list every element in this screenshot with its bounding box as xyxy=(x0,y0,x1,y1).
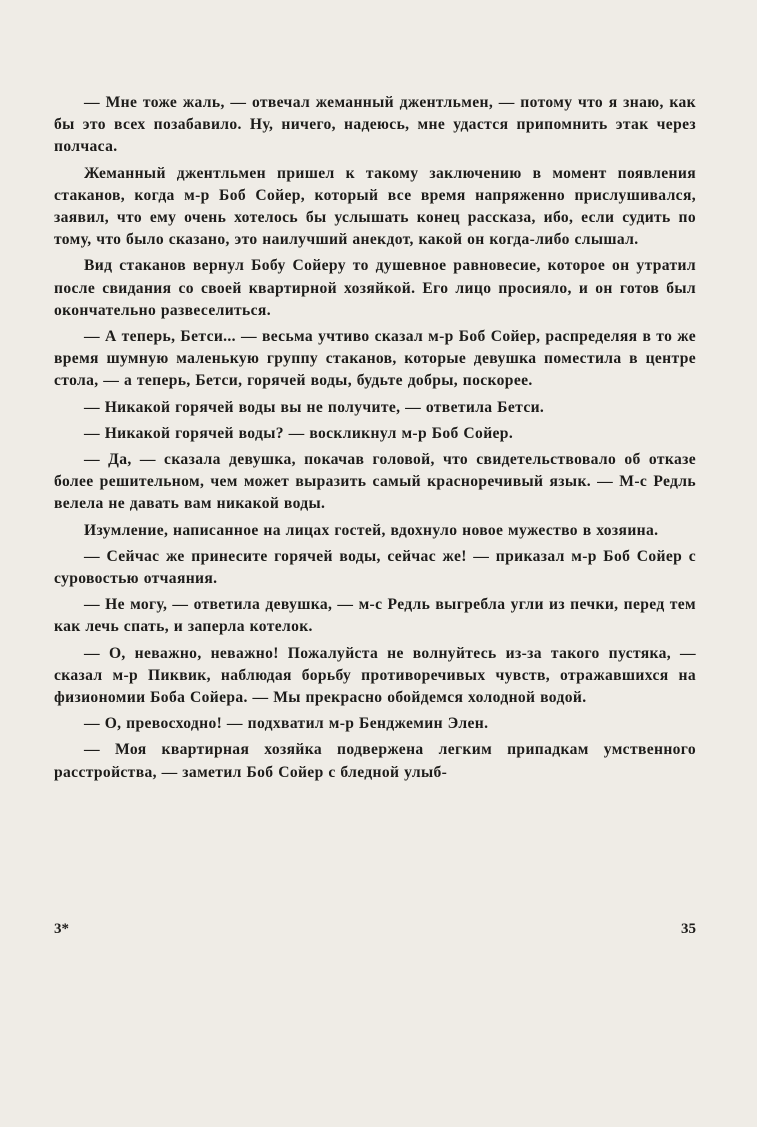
paragraph: — Мне тоже жаль, — отвечал жеманный джентльмен, — потому что я знаю, как бы это всех позабавило. Ну, ничего, надеюсь, мне удастся припомнить этак через полчаса. xyxy=(54,94,696,156)
paragraph: Вид стаканов вернул Бобу Сойеру то душевное равновесие, которое он утратил после свидания со своей квартирной хозяйкой. Его лицо просияло, и он готов был окончательно развеселиться. xyxy=(54,257,696,319)
paragraph: — Никакой горячей воды вы не получите, — ответила Бетси. xyxy=(84,398,545,416)
signature-mark: 3* xyxy=(54,921,69,937)
paragraph: — Не могу, — ответила девушка, — м-с Редль выгребла угли из печки, перед тем как лечь спать, и заперла котелок. xyxy=(54,596,696,636)
page-number: 35 xyxy=(681,921,696,937)
paragraph: — Сейчас же принесите горячей воды, сейчас же! — приказал м-р Боб Сойер с суровостью отчаяния. xyxy=(54,547,696,588)
paragraph: — А теперь, Бетси... — весьма учтиво сказал м-р Боб Сойер, распределяя в то же время шумную маленькую группу стаканов, которые девушка поместила в центре стола, — а теперь, Бетси, горячей воды, будьте добры, поскорее. xyxy=(54,328,696,390)
paragraph: — О, превосходно! — подхватил м-р Бенджемин Элен. xyxy=(84,715,489,733)
body-text xyxy=(54,92,696,788)
paragraph: Жеманный джентльмен пришел к такому заключению в момент появления стаканов, когда м-р Боб Сойер, который все время напряженно прислушивался, заявил, что ему очень хотелось бы услышать конец рассказа, ибо, если судить по тому, что было сказано, это наилучший анекдот, какой он когда-либо слышал. xyxy=(54,164,696,249)
paragraph: Изумление, написанное на лицах гостей, вдохнуло новое мужество в хозяина. xyxy=(84,521,659,539)
paragraph: — Да, — сказала девушка, покачав головой, что свидетельствовало об отказе более решительном, чем может выразить самый красноречивый язык. — М-с Редль велела не давать вам никакой воды. xyxy=(54,451,696,513)
paragraph: — О, неважно, неважно! Пожалуйста не волнуйтесь из-за такого пустяка, — сказал м-р Пиквик, наблюдая борьбу противоречивых чувств, отражавшихся на физиономии Боба Сойера. — Мы прекрасно обойдемся холодной водой. xyxy=(54,644,696,707)
page-footer xyxy=(54,921,696,943)
paragraph: — Моя квартирная хозяйка подвержена легким припадкам умственного расстройства, — заметил Боб Сойер с бледной улыб- xyxy=(54,741,696,781)
paragraph: — Никакой горячей воды? — воскликнул м-р Боб Сойер. xyxy=(84,424,514,442)
